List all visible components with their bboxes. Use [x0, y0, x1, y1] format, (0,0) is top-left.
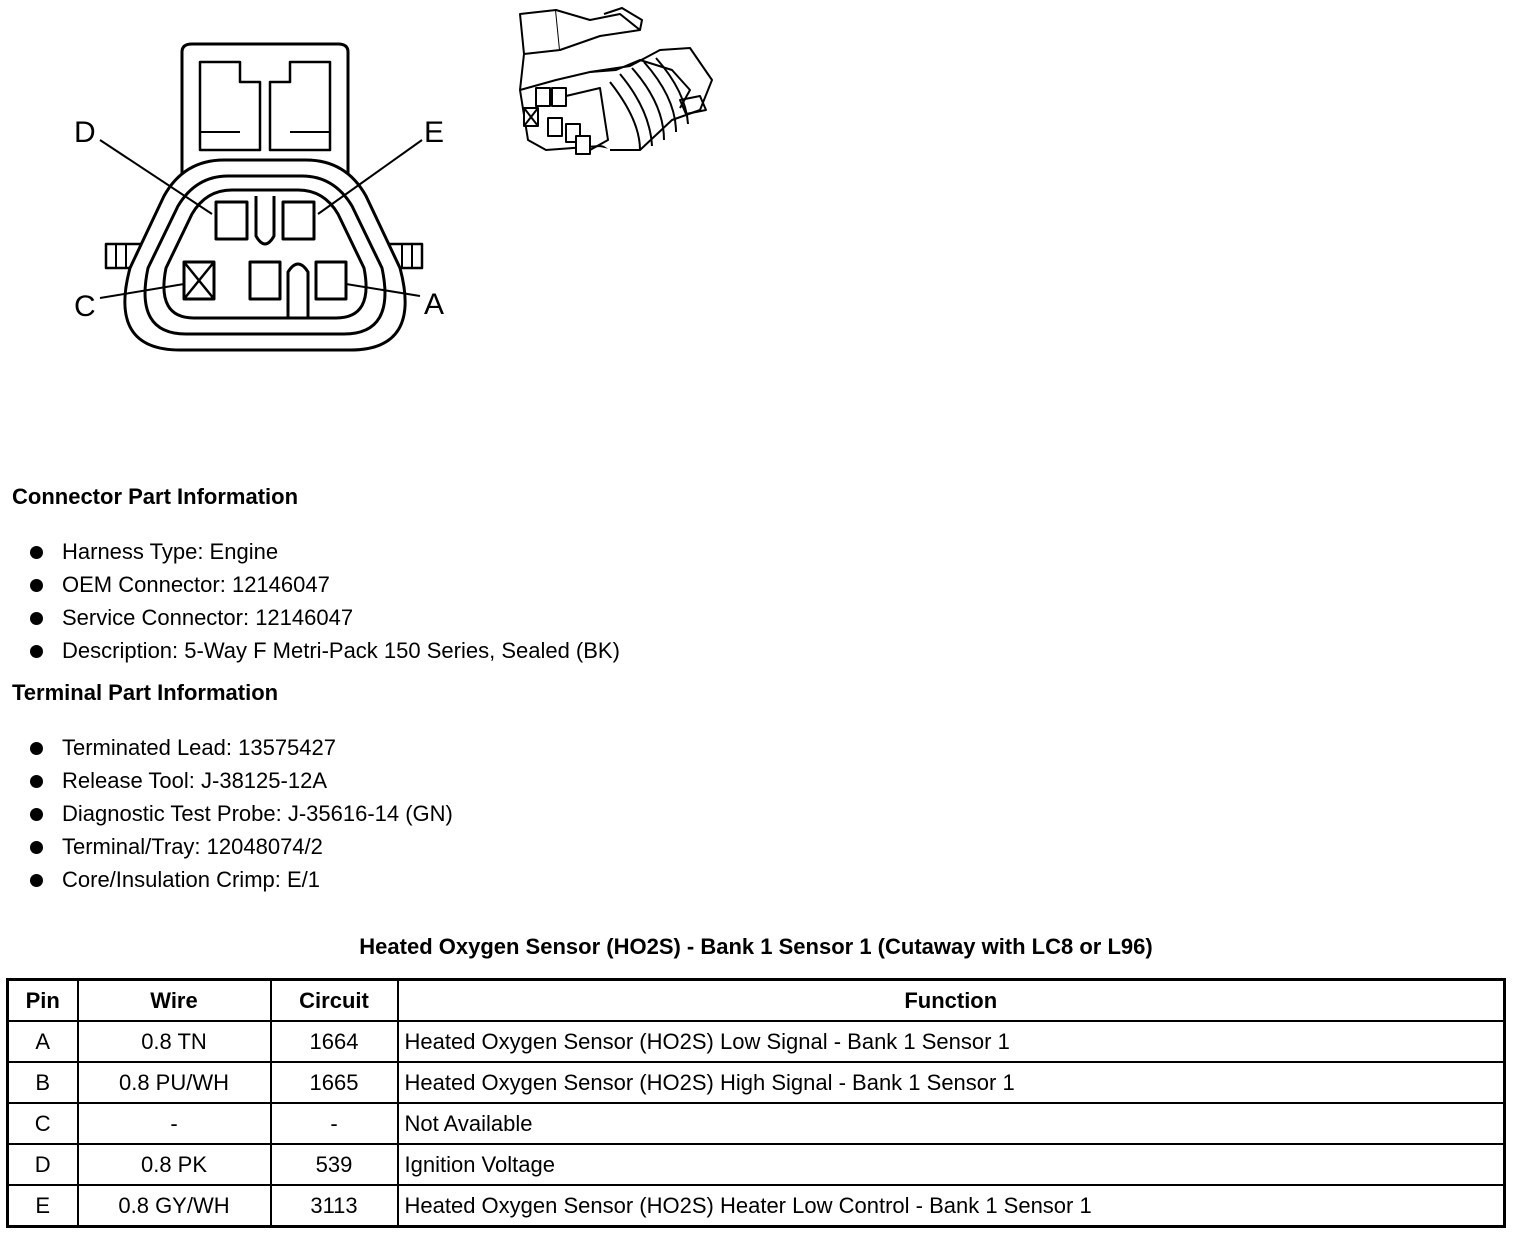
terminal-part-list [30, 734, 453, 899]
pin-label-e: E [424, 116, 445, 149]
connector-part-list [30, 538, 620, 670]
cell-function: Ignition Voltage [398, 1144, 1505, 1185]
table-row [8, 1103, 1505, 1144]
terminal-part-heading: Terminal Part Information [12, 680, 279, 705]
cell-circuit: 539 [271, 1144, 398, 1185]
cell-pin: A [8, 1021, 78, 1062]
cell-circuit: 1665 [271, 1062, 398, 1103]
cell-pin: C [8, 1103, 78, 1144]
cell-circuit: 3113 [271, 1185, 398, 1227]
connector-isometric-illustration [520, 8, 712, 154]
column-header-pin: Pin [8, 980, 78, 1022]
cell-function: Not Available [398, 1103, 1505, 1144]
cell-pin: D [8, 1144, 78, 1185]
column-header-function: Function [398, 980, 1505, 1022]
cell-wire: - [78, 1103, 271, 1144]
pin-label-d: D [74, 116, 96, 149]
column-header-wire: Wire [78, 980, 271, 1022]
list-item: Release Tool: J-38125-12A [30, 767, 453, 800]
cell-wire: 0.8 PK [78, 1144, 271, 1185]
table-caption: Heated Oxygen Sensor (HO2S) - Bank 1 Sensor 1 (Cutaway with LC8 or L96) [359, 934, 1153, 959]
cell-function: Heated Oxygen Sensor (HO2S) High Signal - Bank 1 Sensor 1 [398, 1062, 1505, 1103]
list-item: Diagnostic Test Probe: J-35616-14 (GN) [30, 800, 453, 833]
cell-circuit: 1664 [271, 1021, 398, 1062]
table-row [8, 1144, 1505, 1185]
pin-label-a: A [424, 288, 445, 321]
table-header-row [8, 980, 1505, 1022]
list-item: OEM Connector: 12146047 [30, 571, 620, 604]
pin-label-c: C [74, 290, 96, 323]
cell-function: Heated Oxygen Sensor (HO2S) Low Signal - Bank 1 Sensor 1 [398, 1021, 1505, 1062]
cell-wire: 0.8 TN [78, 1021, 271, 1062]
cell-function: Heated Oxygen Sensor (HO2S) Heater Low Control - Bank 1 Sensor 1 [398, 1185, 1505, 1227]
list-item: Terminal/Tray: 12048074/2 [30, 833, 453, 866]
pinout-table [6, 978, 1506, 1228]
table-row [8, 1062, 1505, 1103]
list-item: Service Connector: 12146047 [30, 604, 620, 637]
table-row [8, 1185, 1505, 1227]
cell-pin: B [8, 1062, 78, 1103]
column-header-circuit: Circuit [271, 980, 398, 1022]
list-item: Description: 5-Way F Metri-Pack 150 Series, Sealed (BK) [30, 637, 620, 670]
list-item: Terminated Lead: 13575427 [30, 734, 453, 767]
cell-wire: 0.8 PU/WH [78, 1062, 271, 1103]
connector-diagram [0, 0, 760, 420]
cell-pin: E [8, 1185, 78, 1227]
cell-circuit: - [271, 1103, 398, 1144]
connector-part-heading: Connector Part Information [12, 484, 299, 509]
list-item: Core/Insulation Crimp: E/1 [30, 866, 453, 899]
list-item: Harness Type: Engine [30, 538, 620, 571]
table-row [8, 1021, 1505, 1062]
cell-wire: 0.8 GY/WH [78, 1185, 271, 1227]
